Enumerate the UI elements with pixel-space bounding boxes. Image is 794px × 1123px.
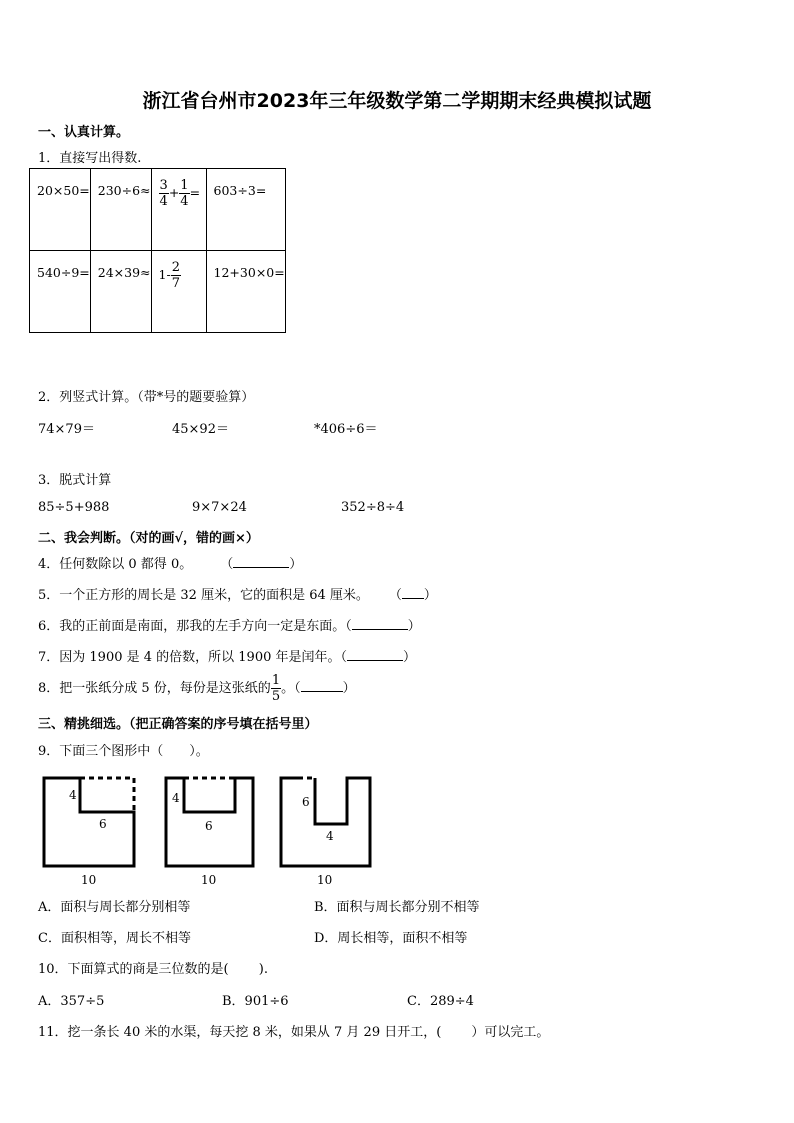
table-row <box>30 169 286 251</box>
fraction <box>159 178 169 209</box>
figure-2 <box>166 778 253 887</box>
figure-1 <box>44 778 134 887</box>
answer-blank[interactable] <box>233 555 289 568</box>
q2-item: 45×92＝ <box>172 422 229 437</box>
fraction <box>271 673 281 704</box>
q9-prompt: 9．下面三个图形中（ ）。 <box>38 744 209 759</box>
calc-cell: 230÷6≈ <box>90 169 151 251</box>
paren-close: ） <box>289 557 303 572</box>
page-title: 浙江省台州市2023年三年级数学第二学期期末经典模拟试题 <box>142 90 652 112</box>
plus-sign: + <box>168 185 180 200</box>
q9-option-a[interactable]: A．面积与周长都分别相等 <box>38 900 191 915</box>
q9-option-c[interactable]: C．面积相等，周长不相等 <box>38 931 191 946</box>
q10-option-a[interactable]: A．357÷5 <box>38 994 105 1009</box>
calc-cell: 24×39≈ <box>90 251 151 333</box>
q7-text: 7．因为 1900 是 4 的倍数，所以 1900 年是闰年。 <box>38 650 341 665</box>
section2-heading: 二、我会判断。（对的画√，错的画×） <box>38 531 259 546</box>
calc-cell: 12+30×0= <box>206 251 285 333</box>
q3-prompt: 3．脱式计算 <box>38 473 112 488</box>
paren-open: （ <box>345 619 352 634</box>
figure-1-dashed-edge <box>80 778 134 812</box>
q2-item: *406÷6＝ <box>314 422 378 437</box>
q8-text: 8．把一张纸分成 5 份，每份是这张纸的 <box>38 681 271 696</box>
q10-option-c[interactable]: C．289÷4 <box>407 994 474 1009</box>
figure-2-dashed-edge <box>184 778 235 812</box>
fraction-denominator: 7 <box>171 276 180 291</box>
fraction-denominator: 4 <box>180 194 189 209</box>
q6-text: 6．我的正前面是南面，那我的左手方向一定是东面。 <box>38 619 346 634</box>
figure-1-label-inner: 6 <box>99 817 107 831</box>
fraction-numerator: 1 <box>271 673 281 688</box>
q9-option-b[interactable]: B．面积与周长都分别不相等 <box>314 900 480 915</box>
paren-close: ） <box>423 588 437 603</box>
calc-table <box>29 168 286 333</box>
q10-prompt: 10．下面算式的商是三位数的是( ). <box>38 962 268 977</box>
q5-text: 5．一个正方形的周长是 32 厘米，它的面积是 64 厘米。 <box>38 588 369 603</box>
fraction <box>171 260 181 291</box>
q11-prompt: 11．挖一条长 40 米的水渠，每天挖 8 米，如果从 7 月 29 日开工，( ）可以完工。 <box>38 1025 550 1040</box>
fraction-numerator: 1 <box>180 178 189 193</box>
q2-prompt: 2．列竖式计算。（带*号的题要验算） <box>38 390 255 405</box>
q10-option-b[interactable]: B．901÷6 <box>222 994 289 1009</box>
paren-open: （ <box>340 650 348 665</box>
q6 <box>38 615 421 634</box>
q3-item: 85÷5+988 <box>38 500 110 515</box>
paren-close: ） <box>407 619 421 634</box>
figure-3-label-inner: 4 <box>326 829 334 843</box>
q8 <box>38 673 356 704</box>
figure-1-label-top: 4 <box>69 788 77 802</box>
q2-item: 74×79＝ <box>38 422 95 437</box>
q3-item: 9×7×24 <box>192 500 247 515</box>
paren-open: （ <box>294 681 301 696</box>
figure-3-label-bottom: 10 <box>317 873 333 887</box>
paren-open: （ <box>388 588 402 603</box>
q4 <box>38 553 302 572</box>
calc-cell: 20×50= <box>30 169 91 251</box>
period: 。 <box>281 681 295 696</box>
fraction <box>179 178 189 209</box>
fraction-numerator: 2 <box>171 260 180 275</box>
table-row <box>30 251 286 333</box>
q7 <box>38 646 416 665</box>
answer-blank[interactable] <box>301 679 343 692</box>
paren-close: ） <box>342 681 356 696</box>
q4-text: 4．任何数除以 0 都得 0。 <box>38 557 193 572</box>
section3-heading: 三、精挑细选。（把正确答案的序号填在括号里） <box>38 717 318 732</box>
fraction-denominator: 4 <box>159 194 168 209</box>
paren-close: ） <box>403 650 417 665</box>
answer-blank[interactable] <box>347 648 403 661</box>
q1-prompt: 1．直接写出得数. <box>38 151 142 166</box>
q5 <box>38 584 437 603</box>
figure-2-label-top: 4 <box>172 791 180 805</box>
answer-blank[interactable] <box>352 617 408 630</box>
figure-2-label-bottom: 10 <box>201 873 217 887</box>
figure-3-outline <box>281 778 370 866</box>
figure-3-label-top: 6 <box>302 795 310 809</box>
figure-1-outline <box>44 778 134 866</box>
q9-figures <box>30 770 390 890</box>
fraction-denominator: 5 <box>271 689 281 704</box>
section1-heading: 一、认真计算。 <box>38 125 130 140</box>
paren-open: （ <box>220 557 234 572</box>
fraction-numerator: 3 <box>159 178 168 193</box>
calc-cell: 603÷3= <box>206 169 285 251</box>
figure-2-label-inner: 6 <box>205 819 213 833</box>
figure-1-label-bottom: 10 <box>81 873 97 887</box>
calc-cell-fraction <box>151 169 206 251</box>
q3-item: 352÷8÷4 <box>341 500 405 515</box>
figure-3 <box>281 778 370 887</box>
equals-sign: = <box>189 185 201 200</box>
minuend: 1- <box>158 267 171 282</box>
calc-cell: 540÷9= <box>30 251 91 333</box>
q9-option-d[interactable]: D．周长相等，面积不相等 <box>314 931 468 946</box>
calc-cell-fraction <box>151 251 206 333</box>
answer-blank[interactable] <box>402 586 424 599</box>
